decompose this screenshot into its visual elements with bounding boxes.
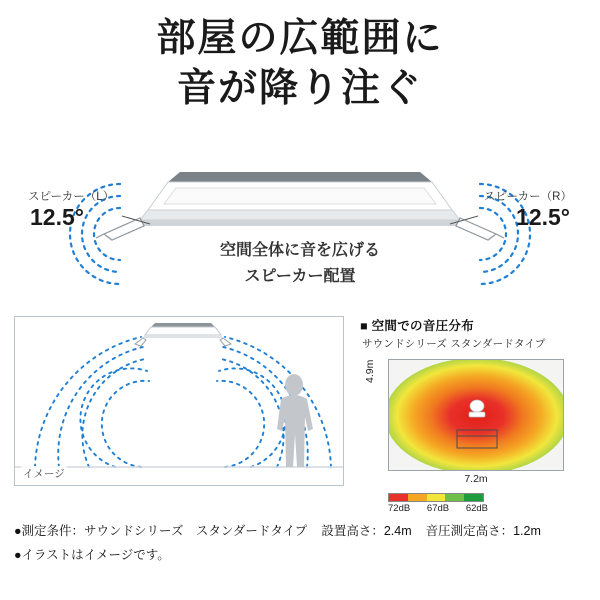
headline-line-1: 部屋の広範囲に <box>156 17 444 60</box>
legend-label-2: 62dB <box>465 503 488 514</box>
sound-pressure-subtitle: サウンドシリーズ スタンダードタイプ <box>362 338 546 350</box>
footnote-2: ●イラストはイメージです。 <box>14 547 170 562</box>
speaker-arrangement-line-2: スピーカー配置 <box>244 267 356 285</box>
headline-line-2: 音が降り注ぐ <box>176 66 423 110</box>
speaker-left-label: スピーカー（L） <box>28 191 115 203</box>
footnote-1 <box>14 520 589 544</box>
heatmap-y-axis-label: 4.9m <box>364 359 376 383</box>
heatmap-wrapper <box>360 357 586 514</box>
footnote-1-condition: ●測定条件：サウンドシリーズ スタンダードタイプ <box>14 524 308 538</box>
illustration-caption: イメージ <box>23 468 65 480</box>
sound-pressure-panel <box>360 316 588 516</box>
heatmap-plot <box>388 359 564 471</box>
fixture-marker <box>469 400 485 417</box>
footnotes <box>14 520 589 568</box>
legend-labels <box>388 503 488 514</box>
footnote-1-measure-height: 音圧測定高さ：1.2m <box>425 524 541 538</box>
speaker-left-wedge <box>96 218 144 240</box>
footnote-1-height: 設置高さ：2.4m <box>321 524 412 538</box>
room-illustration-panel <box>14 316 344 486</box>
legend-color-bar <box>388 493 484 502</box>
speaker-right-angle: 12.5° <box>516 204 570 230</box>
ceiling-light-fixture <box>140 172 460 226</box>
legend-label-1: 67dB <box>426 503 450 514</box>
legend-label-0: 72dB <box>388 503 411 514</box>
speaker-right-wedge <box>456 218 504 240</box>
page-title <box>0 14 600 114</box>
heatmap-legend <box>388 493 488 514</box>
heatmap-x-axis-label: 7.2m <box>464 473 488 485</box>
heatmap-graphic <box>389 360 564 471</box>
room-illustration-graphic <box>15 317 343 485</box>
speaker-arrangement-line-1: 空間全体に音を広げる <box>219 242 380 259</box>
sound-pressure-title: ■ 空間での音圧分布 <box>360 319 475 333</box>
speaker-diagram <box>0 160 600 310</box>
speaker-left-angle: 12.5° <box>30 204 84 230</box>
speaker-right-label: スピーカー（R） <box>483 191 572 203</box>
speaker-arrangement-caption <box>0 238 600 289</box>
